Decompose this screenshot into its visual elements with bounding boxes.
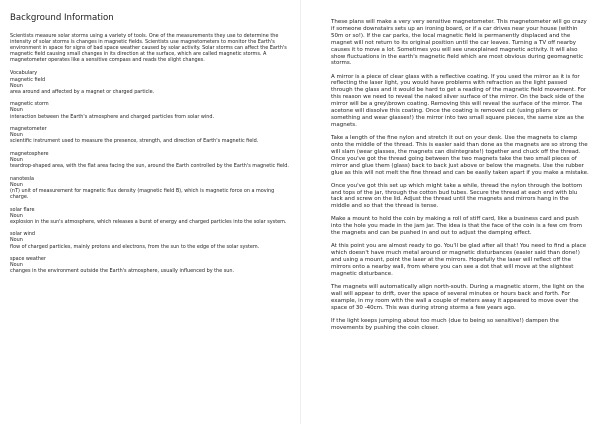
body-paragraph: The magnets will automatically align north-south. During a magnetic storm, the light on the wall will appear to drift, over the space of several minutes or hours back and forth. For example, in my room with the wall a couple of meters away it appeared to move over the space of 30 -40cm. This was during strong storms a few years ago. (331, 284, 585, 311)
body-paragraph: At this point you are almost ready to go. You'll be glad after all that! You need to find a place which doesn't have much metal around or magnetic disturbances (easier said than done!) and using a mount, point the laser at the mirrors. Hopefully the laser will reflect off the mirrors onto a nearby wall, from where you can see a dot that will move at the slightest magnetic disturbance. (331, 243, 587, 277)
vocab-definition: interaction between the Earth's atmosphere and charged particles from solar wind. (10, 113, 215, 120)
intro-paragraph: Scientists measure solar storms using a variety of tools. One of the measurements they use to determine the intensity of solar storms is changes in magnetic fields. Scientists use magnetometers to monitor the Earth's environment in space for signs of bad space weather caused by solar activity. Solar storms can affect the Earth's magnetic field causing small changes in its direction at the surface, which are called magnetic storms. A magnetometer operates like a sensitive compass and reads the slight changes. (10, 33, 287, 64)
vocab-definition: teardrop-shaped area, with the flat area facing the sun, around the Earth controlled by the Earth's magnetic field. (10, 163, 289, 170)
vocab-term: nanotesla (10, 175, 35, 182)
vocab-definition: changes in the environment outside the Earth's atmosphere, usually influenced by the sun. (10, 268, 235, 275)
vocab-part-of-speech: Noun (10, 181, 23, 188)
vocab-entry (10, 256, 290, 274)
vocab-term: solar flare (10, 206, 35, 213)
right-page (300, 0, 600, 424)
vocab-term: magnetic storm (10, 101, 49, 108)
body-paragraph: If the light keeps jumping about too much (due to being so sensitive!) dampen the movements by pushing the coin closer. (331, 317, 559, 331)
vocab-part-of-speech: Noun (10, 157, 23, 163)
body-paragraph: Once you've got this set up which might take a while, thread the nylon through the bottom and tops of the jar, through the cotton bud tubes. Secure the thread at each end with blu tack and screw on the lid. Adjust the thread until the magnets and mirrors hang in the middle and so that the thread is tense. (331, 182, 583, 210)
vocab-part-of-speech: Noun (10, 212, 23, 219)
body-paragraph: Take a length of the fine nylon and stretch it out on your desk. Use the magnets to clamp onto the middle of the thread. This is easier said than done as the magnets are so strong the will slam (wear glasses, the magnets can disintegrate!) together and chuck off the thread. Once you've got the thread going between the two magnets take the two small pieces of mirror and glue them (glass) back to back just above or below the magnets. Use the rubber glue as this will not melt the fine thread and can be easily taken apart if you make a mistake. (331, 134, 589, 176)
vocab-entry (10, 231, 290, 249)
vocab-term: magnetic field (10, 76, 46, 83)
body-paragraph: These plans will make a very very sensitive magnetometer. This magnetometer will go crazy if someone downstairs sets up an ironing board, or if a car drives near your house (within 50m or so!). If the car parks, the local magnetic field is permanently displaced and the magnet will not return to its original position until the car leaves. Turning a TV off nearby causes it to move a lot. Sometimes you will see unexplained magnetic activity. It will also show fluctuations in the earth's magnetic field which are most obvious during geomagnetic storms. (331, 19, 587, 67)
vocab-part-of-speech: Noun (10, 132, 23, 139)
vocab-entry (10, 77, 290, 95)
vocab-entry (10, 176, 290, 200)
body-paragraph: Make a mount to hold the coin by making a roll of stiff card, like a business card and push into the hole you made in the jam jar. The idea is that the face of the coin is a few cm from the magnets and can be pushed in and out to adjust the damping effect. (331, 216, 582, 237)
vocab-term: space weather (10, 256, 46, 263)
vocab-definition: explosion in the sun's atmosphere, which releases a burst of energy and charged particles into the solar system. (10, 218, 287, 225)
vocab-definition: (nT) unit of measurement for magnetic flux density (magnetic field B), which is magnetic force on a moving charge. (10, 187, 275, 200)
vocab-definition: flow of charged particles, mainly protons and electrons, from the sun to the edge of the solar system. (10, 243, 260, 250)
body-paragraph: A mirror is a piece of clear glass with a reflective coating. If you used the mirror as it is for reflecting the laser light, you would have problems with refraction as the light passed through the glass and it would be hard to get a reading of the magnetic field movement. For this reason we need to reveal the naked silver surface of the mirror. On the back side of the mirror will be a grey\brown coating. Removing this will reveal the surface of the mirror. The acetone will dissolve this coating. Once the coating is removed cut (using pliers or something and wear glasses!) the mirror into two small square pieces, the same size as the magnets. (331, 73, 587, 128)
vocab-part-of-speech: Noun (10, 262, 23, 269)
vocab-entry (10, 126, 290, 144)
vocab-part-of-speech: Noun (10, 237, 23, 244)
vocab-entry (10, 207, 290, 225)
vocabulary-heading: Vocabulary (10, 70, 38, 77)
page-title: Background Information (10, 13, 114, 23)
vocab-definition: area around and affected by a magnet or charged particle. (10, 88, 155, 95)
vocab-definition: scientific instrument used to measure the presence, strength, and direction of Earth's magnetic field. (10, 138, 259, 145)
vocab-term: magnetometer (10, 126, 47, 133)
vocab-entry (10, 151, 290, 169)
vocab-term: solar wind (10, 231, 36, 238)
vocab-term: magnetosphere (10, 150, 49, 157)
vocab-entry (10, 101, 290, 119)
vocab-part-of-speech: Noun (10, 82, 23, 89)
vocab-part-of-speech: Noun (10, 107, 23, 114)
